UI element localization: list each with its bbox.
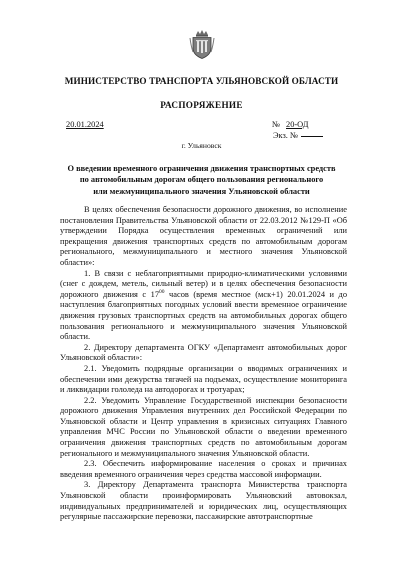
paragraph-3: 3. Директору Департамента транспорта Министерства транспорта Ульяновской области проинформировать Ульяновский автовокзал, индивидуальных предпринимателей и юридических лиц, осуществляющих регулярные пассажирские перевозки, пассажирские автотранспортные	[60, 480, 347, 522]
copy-number-line	[273, 131, 323, 140]
title-line: О введении временного ограничения движения транспортных средств	[67, 164, 336, 173]
paragraph-2: 2. Директору департамента ОГКУ «Департамент автомобильных дорог Ульяновской области»:	[60, 342, 347, 363]
document-number: 20-ОД	[286, 120, 309, 129]
copy-label: Экз. №	[273, 131, 298, 140]
title-line: по автомобильным дорогам общего пользования регионального	[79, 175, 324, 185]
document-type: РАСПОРЯЖЕНИЕ	[160, 100, 243, 110]
document-body	[60, 205, 347, 523]
ministry-name: МИНИСТЕРСТВО ТРАНСПОРТА УЛЬЯНОВСКОЙ ОБЛАСТИ	[64, 76, 339, 86]
document-number-line	[272, 120, 309, 129]
copy-number-blank	[301, 136, 323, 137]
coat-of-arms-icon	[189, 28, 215, 60]
paragraph-2-2: 2.2. Уведомить Управление Государственной инспекции безопасности дорожного движения Управления внутренних дел Российской Федерации по Ульяновской области и Центр управления в кризисных ситуациях Главного управления МЧС России по Ульяновской области о введении временного ограничения движения транспортных средств по автомобильным дорогам регионального и межмуниципального значения Ульяновской области.	[60, 395, 347, 458]
time-superscript: 00	[159, 288, 165, 295]
paragraph-1-text: 1. В связи с неблагоприятными природно-климатическими условиями (снег с дождем, метель, сильный ветер) и в целях обеспечения безопасности дорожного движения с 17	[60, 268, 347, 299]
document-date: 20.01.2024	[66, 120, 104, 129]
intro-paragraph: В целях обеспечения безопасности дорожного движения, во исполнение постановления Правительства Ульяновской области от 22.03.2012 №129-П «Об утверждении Порядка осуществления временных ограничений или прекращения движения транспортных средств по автомобильным дорогам регионального, межмуниципального и местного значения Ульяновской области»:	[60, 205, 347, 267]
document-title	[60, 163, 343, 197]
title-line: или межмуниципального значения Ульяновской области	[93, 186, 310, 196]
paragraph-2-3: 2.3. Обеспечить информирование населения о сроках и причинах введения временного ограничения через средства массовой информации.	[60, 459, 347, 479]
paragraph-1-text-cont: часов (время местное (мск+1) 20.01.2024 и до наступления благоприятных погодных условий ввести временное ограничение движения грузовых транспортных средств на автомобильных дорогах общего пользования регионального и межмуниципального значения Ульяновской области.	[60, 289, 348, 342]
paragraph-1	[60, 269, 347, 343]
document-city: г. Ульяновск	[181, 141, 222, 150]
number-label: №	[272, 120, 280, 129]
paragraph-2-1: 2.1. Уведомить подрядные организации о вводимых ограничениях и обеспечении ими дежурства тягачей на подъемах, осуществление мониторинга и ликвидации гололеда на автодорогах и тротуарах;	[60, 363, 347, 395]
